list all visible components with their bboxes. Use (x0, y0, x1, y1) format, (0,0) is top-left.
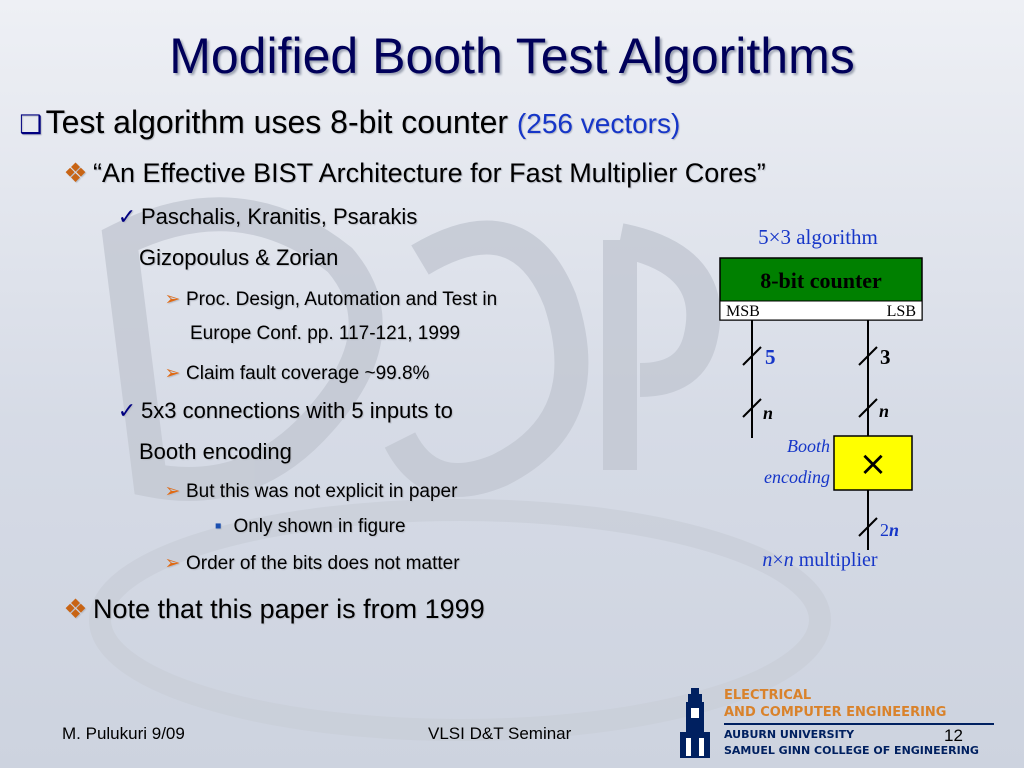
checkmark-bullet-icon: ✓ (117, 204, 137, 229)
checkmark-bullet-icon: ✓ (117, 398, 137, 423)
logo-divider (724, 723, 994, 725)
bullet-continuation: Booth encoding (139, 439, 292, 464)
bullet-level2 (62, 158, 766, 189)
msb-label: MSB (726, 303, 760, 320)
diamond-bullet-icon: ❖ (63, 594, 88, 624)
bullet-text: “An Effective BIST Architecture for Fast Multiplier Cores” (93, 158, 766, 188)
slide-number: 12 (944, 726, 963, 745)
bullet-continuation: Gizopoulus & Zorian (139, 245, 339, 270)
bullet-text: Note that this paper is from 1999 (93, 594, 485, 624)
bullet-level4 (163, 362, 429, 385)
square-bullet-icon: ■ (215, 521, 222, 532)
vector-count-note: (256 vectors) (516, 108, 681, 139)
bullet-text: Test algorithm uses 8-bit counter (45, 104, 509, 140)
logo-auburn: AUBURN UNIVERSITY (724, 728, 855, 741)
bullet-level4 (163, 288, 497, 311)
bullet-text: Order of the bits does not matter (186, 553, 460, 574)
bullet-text: Paschalis, Kranitis, Psarakis (141, 204, 418, 229)
arrow-bullet-icon: ➢ (164, 289, 181, 310)
bullet-text: Proc. Design, Automation and Test in (186, 289, 498, 310)
bullet-level5 (213, 516, 406, 538)
logo-samuel-ginn: SAMUEL GINN COLLEGE OF ENGINEERING (724, 744, 979, 757)
logo-computer-engineering: AND COMPUTER ENGINEERING (724, 705, 947, 720)
checkbox-bullet-icon: ❑ (19, 111, 43, 139)
booth-multiplier-diagram (700, 220, 940, 580)
footer-author: M. Pulukuri 9/09 (62, 724, 185, 743)
multiplier-caption: n×n multiplier (762, 549, 878, 571)
bullet-level1 (18, 104, 680, 141)
bullet-text: 5x3 connections with 5 inputs to (141, 398, 453, 423)
algorithm-caption: 5×3 algorithm (758, 225, 878, 249)
arrow-bullet-icon: ➢ (164, 481, 181, 502)
bullet-level2 (62, 594, 485, 625)
bullet-text: But this was not explicit in paper (186, 481, 458, 502)
auburn-ece-logo (676, 686, 996, 760)
logo-electrical: ELECTRICAL (724, 688, 812, 703)
lsb-label: LSB (886, 303, 916, 320)
encoding-label: encoding (764, 467, 830, 487)
bullet-level4 (163, 480, 457, 503)
bullet-text: Claim fault coverage ~99.8% (186, 363, 430, 384)
arrow-bullet-icon: ➢ (164, 363, 181, 384)
footer-seminar: VLSI D&T Seminar (428, 724, 572, 743)
right-n-label: n (879, 401, 890, 421)
bullet-level4 (163, 552, 460, 575)
diamond-bullet-icon: ❖ (63, 158, 88, 188)
output-width-label: 2n (880, 520, 900, 540)
bullet-continuation: Europe Conf. pp. 117-121, 1999 (190, 323, 461, 344)
right-bus-width: 3 (880, 345, 891, 369)
booth-label: Booth (787, 436, 830, 456)
bullet-level3 (116, 398, 453, 424)
bullet-level3 (116, 204, 417, 230)
arrow-bullet-icon: ➢ (164, 553, 181, 574)
samford-tower-icon (676, 686, 724, 760)
bullet-text: Only shown in figure (233, 516, 406, 537)
slide-title: Modified Booth Test Algorithms (169, 28, 855, 84)
multiply-icon: × (858, 444, 888, 484)
counter-label: 8-bit counter (760, 268, 882, 293)
left-n-label: n (763, 403, 774, 423)
left-bus-width: 5 (765, 345, 776, 369)
